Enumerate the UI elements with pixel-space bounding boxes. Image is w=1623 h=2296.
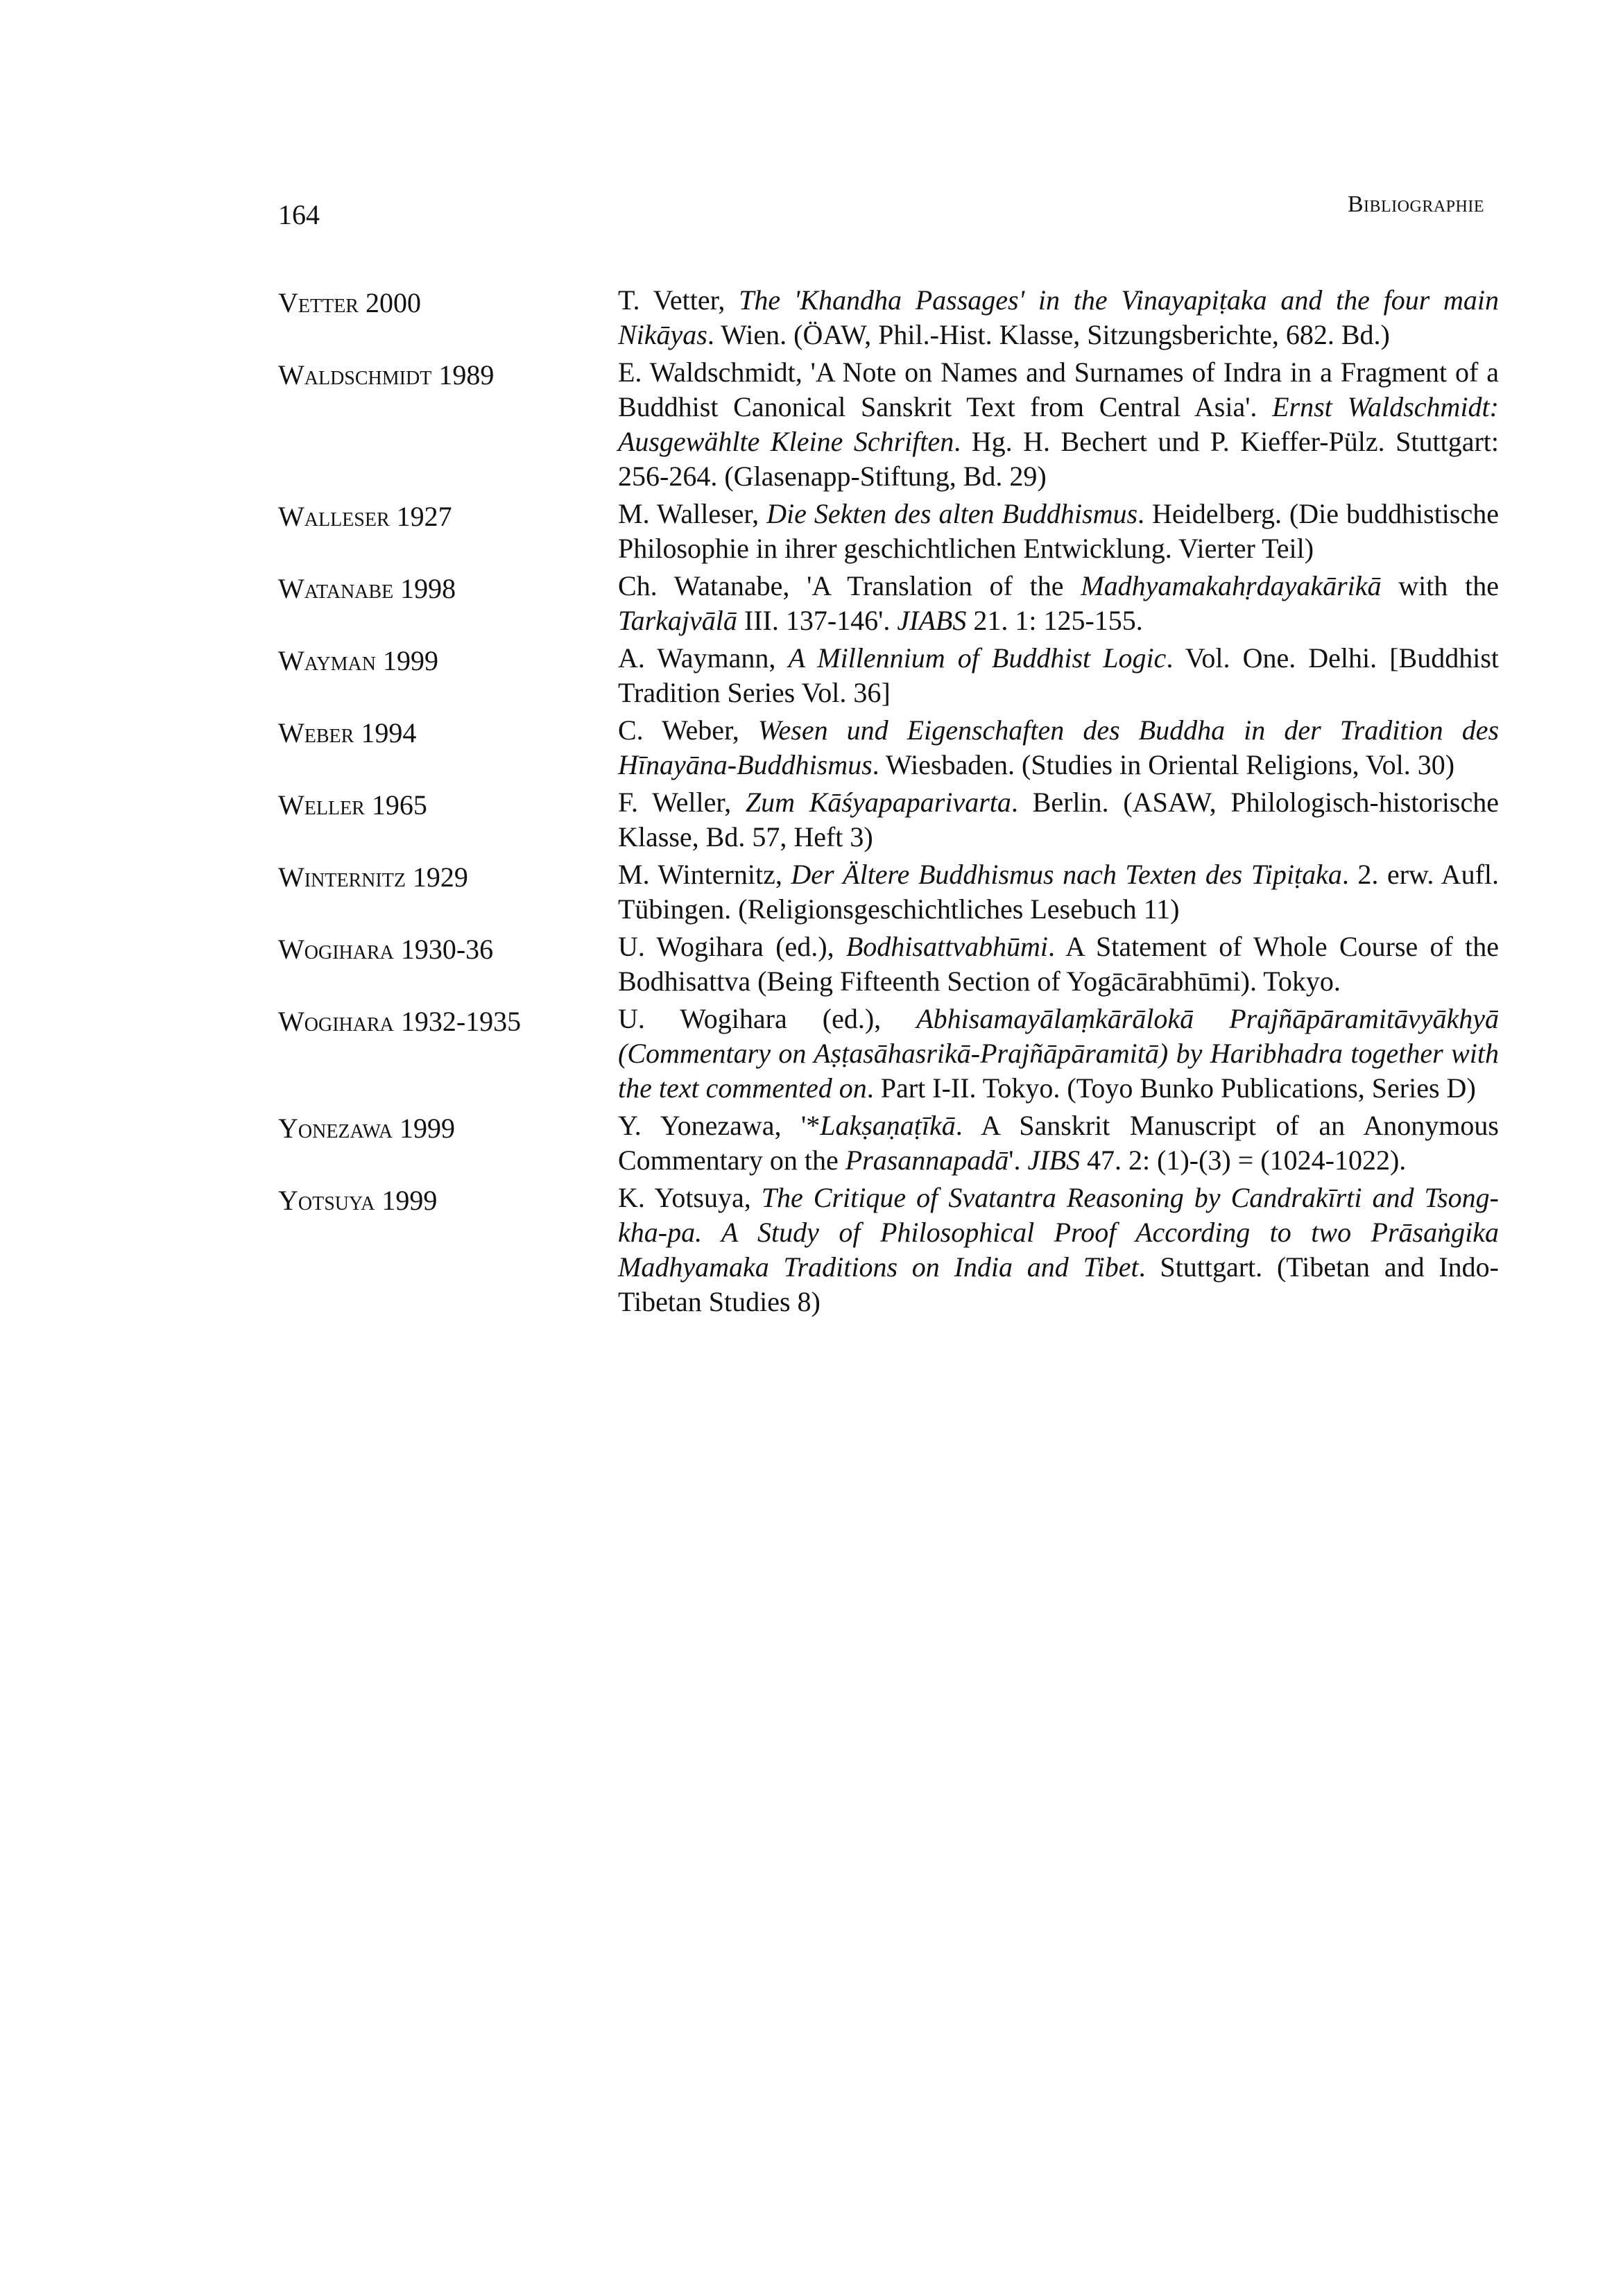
- bib-key: Vetter 2000: [278, 287, 421, 318]
- ref-title: Zum Kāśyapaparivarta: [745, 787, 1011, 818]
- ref-text: T. Vetter,: [618, 284, 739, 316]
- page-number: 164: [278, 199, 320, 230]
- ref-text: with the: [1381, 570, 1500, 601]
- bib-key: Watanabe 1998: [278, 573, 456, 604]
- bib-reference: [618, 713, 1499, 782]
- bib-entry: [278, 569, 1499, 638]
- ref-title: The Critique of Svatantra Reasoning by Candrakīrti and Tsong-kha-pa. A Study of Philosophical Proof According to two Prāsaṅgika Madhyamaka Traditions on India and Tibet: [618, 1182, 1499, 1283]
- bib-entry: [278, 1002, 1499, 1106]
- bib-entry: [278, 857, 1499, 927]
- ref-title: Ernst Waldschmidt: Ausgewählte Kleine Schriften: [618, 391, 1499, 457]
- bib-reference: [618, 857, 1499, 927]
- ref-title: Prasannapadā: [845, 1145, 1009, 1176]
- ref-text: . Wiesbaden. (Studies in Oriental Religions, Vol. 30): [872, 749, 1455, 780]
- bib-key: Wogihara 1930-36: [278, 934, 494, 965]
- ref-text: . 2. erw. Aufl. Tübingen. (Religionsgeschichtliches Lesebuch 11): [618, 859, 1500, 925]
- ref-title: Bodhisattvabhūmi: [845, 931, 1048, 962]
- ref-text: 47. 2: (1)-(3) = (1024-1022).: [1080, 1145, 1407, 1176]
- ref-text: . A Statement of Whole Course of the Bodhisattva (Being Fifteenth Section of Yogācārabhūmi). Tokyo.: [618, 931, 1499, 997]
- bib-reference: [618, 1108, 1499, 1178]
- ref-text: M. Walleser,: [618, 498, 767, 529]
- ref-text: . Heidelberg. (Die buddhistische Philosophie in ihrer geschichtlichen Entwicklung. Vierter Teil): [618, 498, 1499, 564]
- ref-text: . Stuttgart. (Tibetan and Indo-Tibetan Studies 8): [618, 1251, 1499, 1317]
- bib-reference: [618, 641, 1499, 710]
- bib-reference: [618, 355, 1499, 494]
- ref-text: . Hg. H. Bechert und P. Kieffer-Pülz. Stuttgart: 256-264. (Glasenapp-Stiftung, Bd. 29): [618, 426, 1499, 492]
- ref-journal: JIBS: [1027, 1145, 1081, 1176]
- bib-entry: [278, 1181, 1499, 1319]
- ref-text: . Berlin. (ASAW, Philologisch-historische Klasse, Bd. 57, Heft 3): [618, 787, 1500, 853]
- bib-entry: [278, 713, 1499, 782]
- bib-key: Wayman 1999: [278, 645, 438, 676]
- ref-title: A Millennium of Buddhist Logic: [788, 642, 1167, 674]
- ref-text: III. 137-146'.: [737, 605, 898, 636]
- ref-text: '.: [1008, 1145, 1028, 1176]
- ref-text: Ch. Watanabe, 'A Translation of the: [618, 570, 1081, 601]
- ref-text: M. Winternitz,: [618, 859, 791, 890]
- bibliography-list: [278, 283, 1499, 1319]
- bib-key: Walleser 1927: [278, 501, 452, 532]
- ref-text: F. Weller,: [618, 787, 746, 818]
- bib-key: Yotsuya 1999: [278, 1185, 438, 1216]
- bib-key: Weber 1994: [278, 717, 417, 748]
- ref-text: 21. 1: 125-155.: [966, 605, 1143, 636]
- ref-text: C. Weber,: [618, 714, 758, 746]
- bib-key: Winternitz 1929: [278, 862, 468, 893]
- ref-text: A. Waymann,: [618, 642, 789, 674]
- ref-text: K. Yotsuya,: [618, 1182, 762, 1213]
- bib-entry: [278, 785, 1499, 855]
- ref-text: . A Sanskrit Manuscript of an Anonymous Commentary on the: [618, 1110, 1499, 1176]
- bib-reference: [618, 929, 1499, 999]
- bib-key: Weller 1965: [278, 789, 427, 821]
- ref-text: . Wien. (ÖAW, Phil.-Hist. Klasse, Sitzungsberichte, 682. Bd.): [707, 319, 1390, 350]
- ref-title: Die Sekten des alten Buddhismus: [766, 498, 1138, 529]
- bib-key: Wogihara 1932-1935: [278, 1006, 522, 1037]
- ref-title: Abhisamayālaṃkārālokā Prajñāpāramitāvyākhyā (Commentary on Aṣṭasāhasrikā-Prajñāpāramitā) by Haribhadra together with the text commented on: [618, 1003, 1499, 1104]
- ref-text: U. Wogihara (ed.),: [618, 1003, 917, 1034]
- ref-text: . Part I-II. Tokyo. (Toyo Bunko Publications, Series D): [866, 1072, 1476, 1104]
- bib-reference: [618, 569, 1499, 638]
- bib-reference: [618, 283, 1499, 352]
- running-head: Bibliographie: [1347, 191, 1484, 217]
- ref-title: Lakṣaṇaṭīkā: [820, 1110, 956, 1141]
- bib-reference: [618, 785, 1499, 855]
- bib-entry: [278, 1108, 1499, 1178]
- ref-text: U. Wogihara (ed.),: [618, 931, 846, 962]
- ref-title: Der Ältere Buddhismus nach Texten des Tipiṭaka: [791, 859, 1342, 890]
- bib-reference: [618, 1002, 1499, 1106]
- ref-text: . Vol. One. Delhi. [Buddhist Tradition Series Vol. 36]: [618, 642, 1499, 708]
- bib-key: Waldschmidt 1989: [278, 359, 495, 391]
- bib-entry: [278, 355, 1499, 494]
- ref-text: Y. Yonezawa, '*: [618, 1110, 821, 1141]
- ref-text: E. Waldschmidt, 'A Note on Names and Surnames of Indra in a Fragment of a Buddhist Canonical Sanskrit Text from Central Asia'.: [618, 357, 1499, 422]
- ref-title: Tarkajvālā: [618, 605, 737, 636]
- ref-title: Wesen und Eigenschaften des Buddha in der Tradition des Hīnayāna-Buddhismus: [618, 714, 1500, 780]
- bib-entry: [278, 641, 1499, 710]
- ref-title: The 'Khandha Passages' in the Vinayapiṭaka and the four main Nikāyas: [618, 284, 1499, 350]
- bib-key: Yonezawa 1999: [278, 1113, 456, 1144]
- ref-title: Madhyamakahṛdayakārikā: [1081, 570, 1382, 601]
- ref-journal: JIABS: [897, 605, 967, 636]
- bib-reference: [618, 1181, 1499, 1319]
- bib-entry: [278, 497, 1499, 566]
- bib-entry: [278, 283, 1499, 352]
- bib-entry: [278, 929, 1499, 999]
- bib-reference: [618, 497, 1499, 566]
